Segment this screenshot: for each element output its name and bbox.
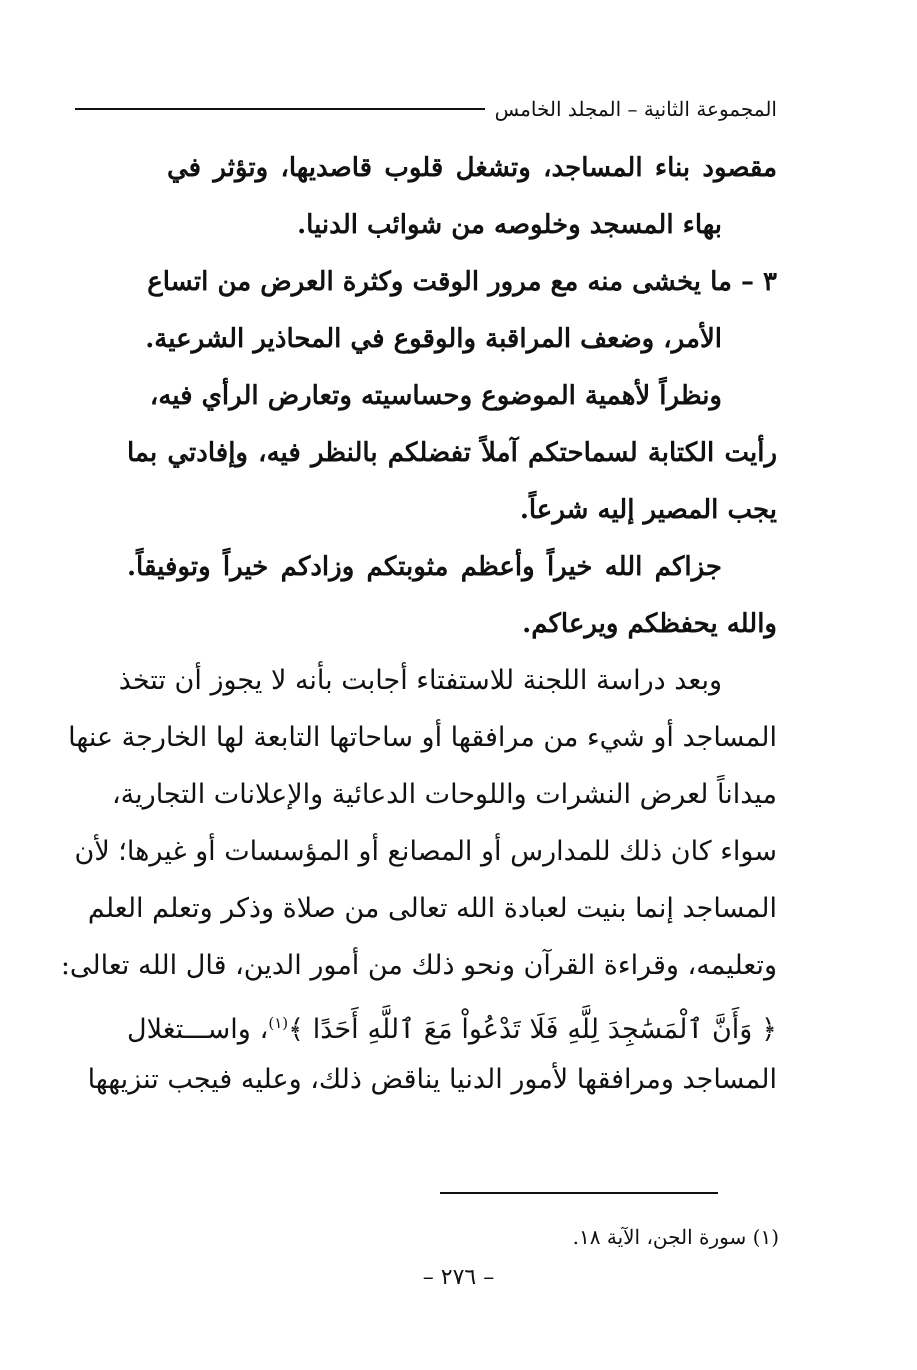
- body-line-10: وبعد دراسة اللجنة للاستفتاء أجابت بأنه لا يجوز أن تتخذ: [118, 665, 722, 696]
- body-line-6: رأيت الكتابة لسماحتكم آملاً تفضلكم بالنظر فيه، وإفادتي بما: [127, 438, 777, 468]
- quran-verse: ﴿ وَأَنَّ ٱلْمَسَٰجِدَ لِلَّهِ فَلَا تَدْعُواْ مَعَ ٱللَّهِ أَحَدًا ﴾: [288, 1014, 777, 1045]
- running-header: [75, 97, 777, 121]
- header-rule: [75, 108, 485, 110]
- body-line-8: جزاكم الله خيراً وأعظم مثوبتكم وزادكم خيراً وتوفيقاً.: [127, 552, 722, 582]
- body-line-3: ٣ – ما يخشى منه مع مرور الوقت وكثرة العرض من اتساع: [147, 267, 777, 297]
- body-line-12: ميداناً لعرض النشرات واللوحات الدعائية والإعلانات التجارية،: [111, 779, 777, 810]
- quran-line-tail: ، واســـتغلال: [127, 1014, 269, 1045]
- body-line-11: المساجد أو شيء من مرافقها أو ساحاتها التابعة لها الخارجة عنها: [68, 722, 777, 753]
- quran-line: [127, 1003, 777, 1050]
- body-line-5: ونظراً لأهمية الموضوع وحساسيته وتعارض الرأي فيه،: [149, 381, 722, 411]
- body-line-1: مقصود بناء المساجد، وتشغل قلوب قاصديها، وتؤثر في: [167, 153, 777, 183]
- body-line-2: بهاء المسجد وخلوصه من شوائب الدنيا.: [297, 210, 722, 240]
- body-line-9: والله يحفظكم ويرعاكم.: [522, 609, 777, 639]
- body-line-15: وتعليمه، وقراءة القرآن ونحو ذلك من أمور الدين، قال الله تعالى:: [60, 950, 777, 981]
- body-line-13: سواء كان ذلك للمدارس أو المصانع أو المؤسسات أو غيرها؛ لأن: [74, 836, 777, 867]
- header-title: المجموعة الثانية – المجلد الخامس: [494, 97, 777, 121]
- footnote-rule: [440, 1192, 718, 1194]
- body-line-14: المساجد إنما بنيت لعبادة الله تعالى من صلاة وذكر وتعلم العلم: [87, 893, 777, 924]
- body-line-7: يجب المصير إليه شرعاً.: [519, 495, 777, 525]
- page-number: – ٢٧٦ –: [422, 1265, 495, 1290]
- footnote: (١) سورة الجن، الآية ١٨.: [572, 1225, 779, 1249]
- body-line-4: الأمر، وضعف المراقبة والوقوع في المحاذير الشرعية.: [145, 324, 722, 354]
- footnote-reference[interactable]: (١): [268, 1014, 289, 1032]
- body-line-last: المساجد ومرافقها لأمور الدنيا يناقض ذلك، وعليه فيجب تنزيهها: [87, 1064, 777, 1095]
